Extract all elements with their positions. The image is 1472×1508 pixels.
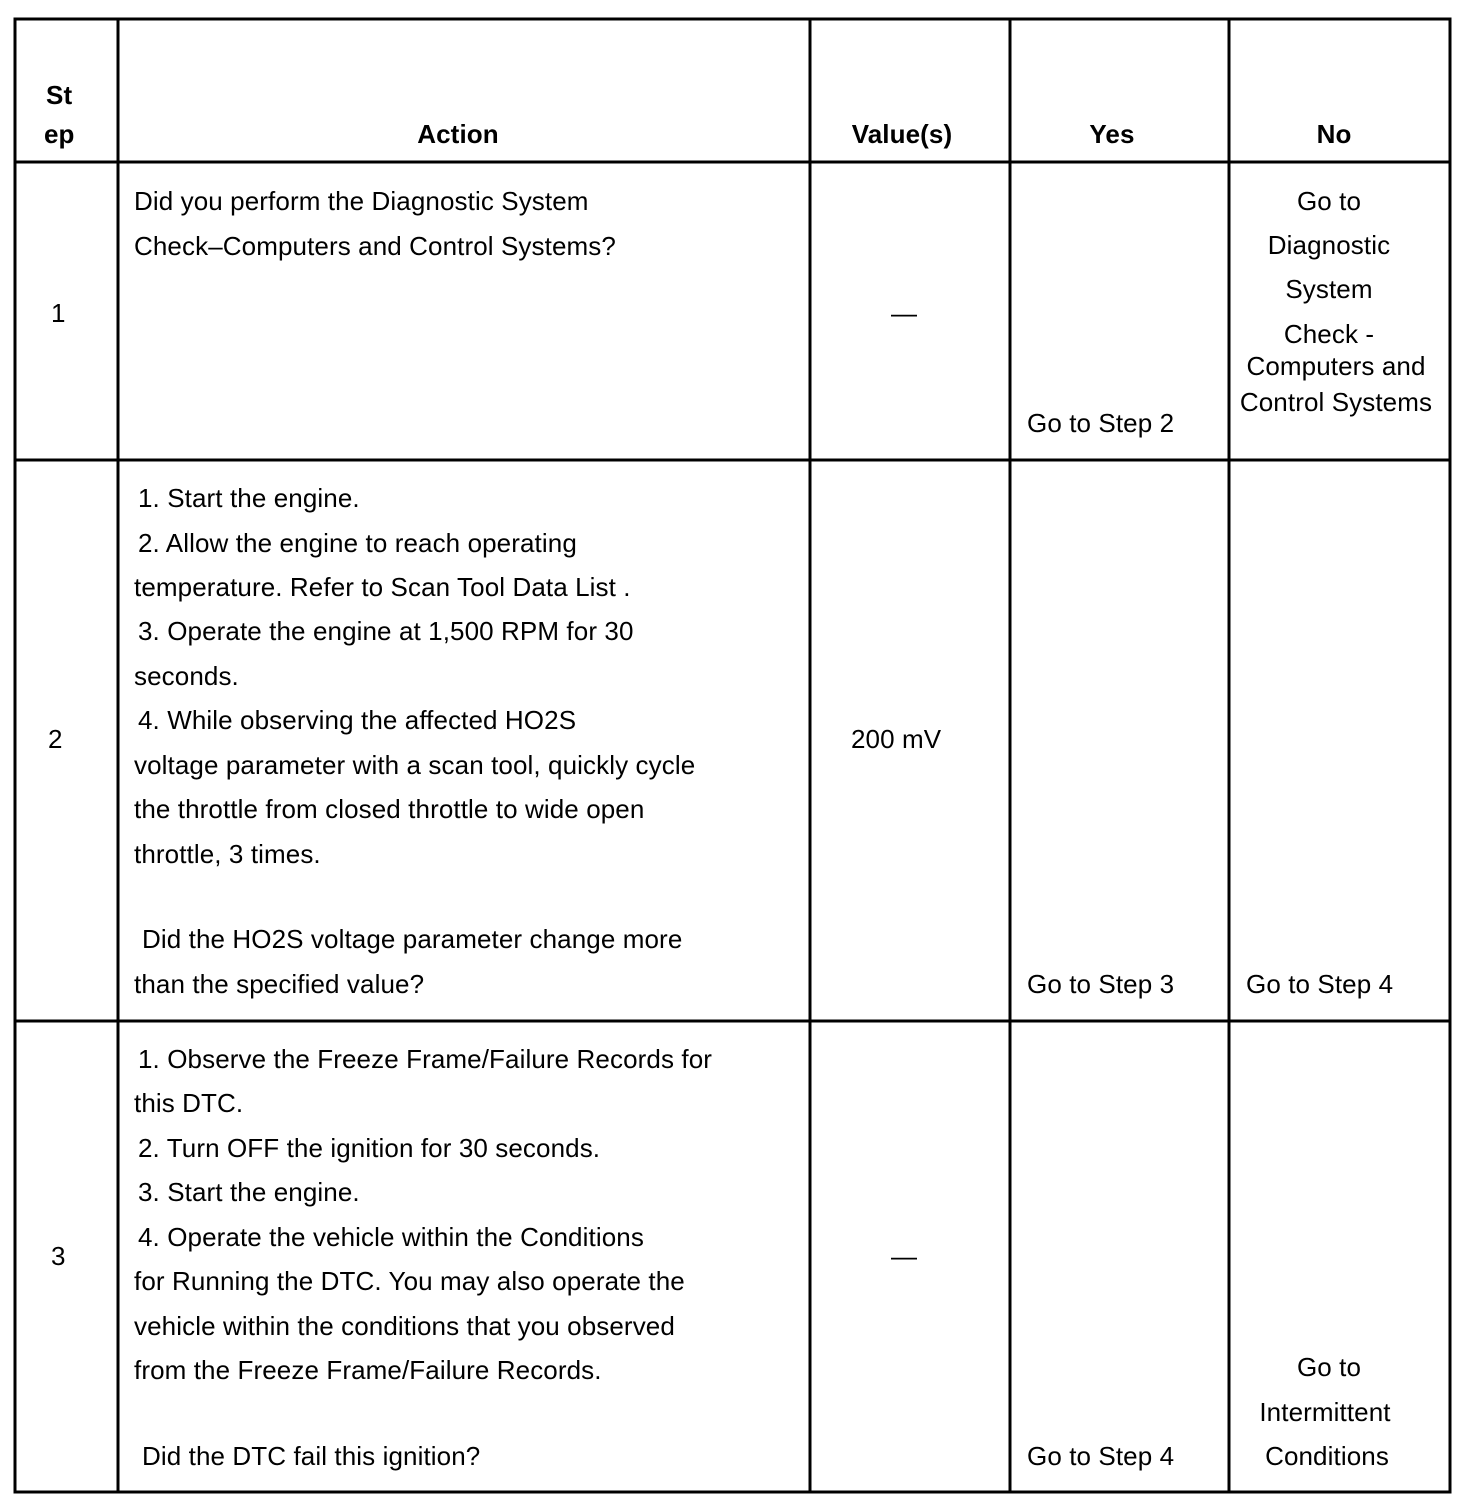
- row3-action-line: for Running the DTC. You may also operate the: [134, 1266, 685, 1296]
- row3-value: —: [890, 1241, 918, 1271]
- row3-action-line: 4. Operate the vehicle within the Conditions: [138, 1222, 644, 1252]
- row1-step: 1: [51, 298, 66, 328]
- row3-action-line: Did the DTC fail this ignition?: [142, 1441, 481, 1471]
- row3-no-line: Go to: [1296, 1352, 1362, 1382]
- row1-no-line: System: [1285, 274, 1373, 304]
- row2-action-line: than the specified value?: [134, 969, 425, 999]
- row2-action-line: throttle, 3 times.: [134, 839, 321, 869]
- row2-action-line: temperature. Refer to Scan Tool Data List .: [134, 572, 631, 602]
- row1-yes: Go to Step 2: [1027, 408, 1175, 438]
- header-action: Action: [417, 119, 499, 149]
- header-values: Value(s): [851, 119, 953, 149]
- row3-action-line: 3. Start the engine.: [138, 1177, 360, 1207]
- header-yes: Yes: [1089, 119, 1135, 149]
- row2-action-line: 4. While observing the affected HO2S: [138, 705, 577, 735]
- row1-no-line: Check -: [1283, 319, 1375, 349]
- row3-no-line: Intermittent: [1259, 1397, 1391, 1427]
- row3-action-line: from the Freeze Frame/Failure Records.: [134, 1355, 602, 1385]
- row3-no-line: Conditions: [1265, 1441, 1389, 1471]
- row1-action-line: Check–Computers and Control Systems?: [134, 231, 616, 261]
- row2-action-line: seconds.: [134, 661, 239, 691]
- header-step-line1: St: [46, 80, 73, 110]
- row3-step: 3: [51, 1241, 66, 1271]
- row3-action-line: this DTC.: [134, 1088, 244, 1118]
- row3-action-line: vehicle within the conditions that you observed: [134, 1311, 675, 1341]
- row1-action-line: Did you perform the Diagnostic System: [134, 186, 589, 216]
- row2-action-line: the throttle from closed throttle to wide open: [134, 794, 645, 824]
- row3-yes: Go to Step 4: [1027, 1441, 1175, 1471]
- row2-action-line: 1. Start the engine.: [138, 483, 360, 513]
- row3-action-line: 2. Turn OFF the ignition for 30 seconds.: [138, 1133, 601, 1163]
- row2-action-line: 2. Allow the engine to reach operating: [138, 528, 577, 558]
- row2-no: Go to Step 4: [1246, 969, 1394, 999]
- row2-step: 2: [48, 724, 63, 754]
- row2-yes: Go to Step 3: [1027, 969, 1175, 999]
- header-no: No: [1316, 119, 1352, 149]
- row1-no-line: Computers and: [1246, 351, 1426, 381]
- row3-action-line: 1. Observe the Freeze Frame/Failure Records for: [138, 1044, 713, 1074]
- row1-no-line: Diagnostic: [1267, 230, 1391, 260]
- header-step-line2: ep: [44, 119, 75, 149]
- row1-value: —: [890, 298, 918, 328]
- row2-value: 200 mV: [851, 724, 942, 754]
- row2-action-line: 3. Operate the engine at 1,500 RPM for 30: [138, 616, 634, 646]
- row1-no-line: Control Systems: [1239, 387, 1433, 417]
- row2-action-line: Did the HO2S voltage parameter change more: [142, 924, 683, 954]
- row2-action-line: voltage parameter with a scan tool, quickly cycle: [134, 750, 696, 780]
- row1-no-line: Go to: [1296, 186, 1362, 216]
